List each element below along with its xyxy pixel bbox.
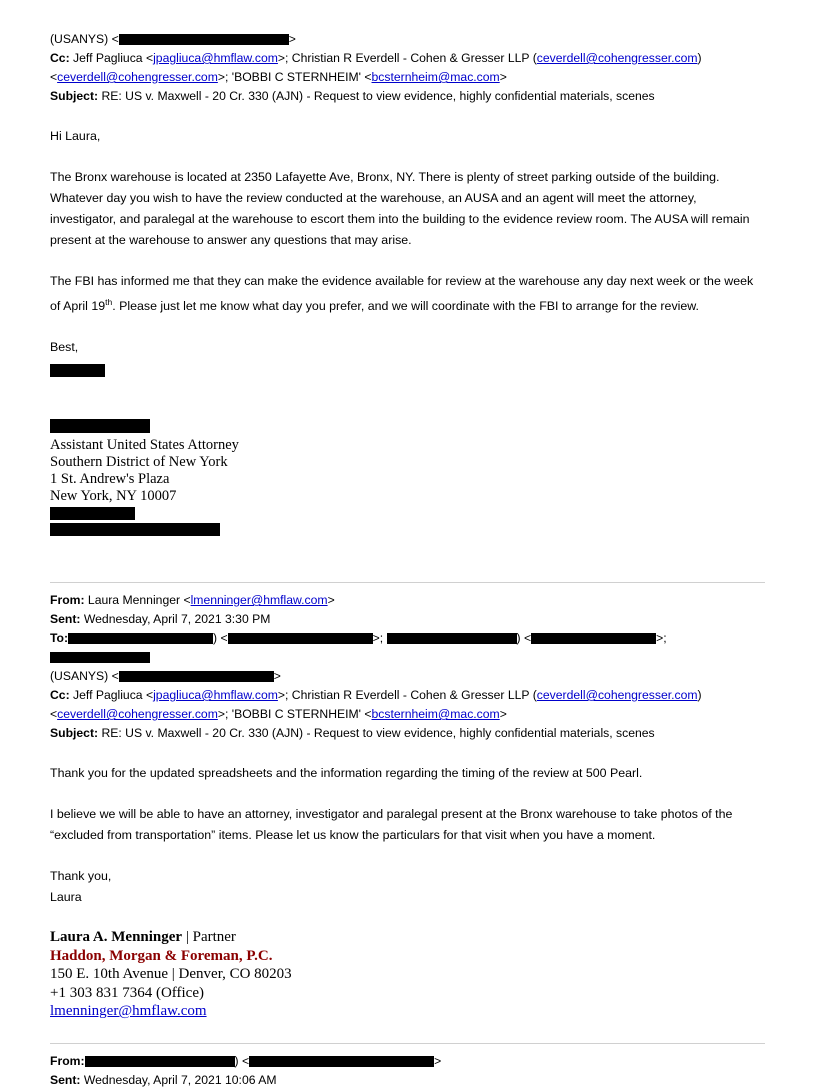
sent-label-3: Sent: [50, 1072, 81, 1087]
paragraph-2-part-b: . Please just let me know what day you prefer, and we will coordinate with the FBI to arrange for the review. [112, 299, 699, 314]
email-top-paragraph-2 [50, 271, 765, 317]
paragraph-2-part-a: The FBI has informed me that they can make the evidence available for review at the warehouse any day next week or the week of April 19 [50, 274, 754, 314]
email-top-greeting: Hi Laura, [50, 129, 101, 143]
email-second-sent-line [50, 610, 765, 629]
from-email-link-lmenninger[interactable]: lmenninger@hmflaw.com [190, 593, 328, 608]
redaction-bar-signature-email [50, 523, 220, 536]
cc-text-5-2: >; 'BOBBI C STERNHEIM' < [217, 707, 372, 722]
from-close: > [327, 593, 335, 608]
subject-label-2: Subject: [50, 726, 99, 741]
cc-text-4: < [50, 70, 58, 84]
cc-email-link-bcsternheim[interactable]: bcsternheim@mac.com [371, 70, 500, 84]
menninger-address: 150 E. 10th Avenue | Denver, CO 80203 [50, 966, 292, 983]
cc-text-6: > [499, 70, 507, 84]
redaction-bar-from-3b [249, 1056, 434, 1067]
menninger-firm: Haddon, Morgan & Foreman, P.C. [50, 947, 273, 964]
cc-text-3: ) [697, 51, 702, 65]
redaction-bar-to-2 [228, 633, 373, 644]
menninger-signature [50, 928, 765, 1021]
subject-value: RE: US v. Maxwell - 20 Cr. 330 (AJN) - Request to view evidence, highly confidential materials, scenes [98, 89, 655, 103]
from-lt-3: < [238, 1053, 250, 1068]
redaction-bar-to-1 [68, 633, 213, 644]
sent-value-3: Wednesday, April 7, 2021 10:06 AM [80, 1072, 277, 1087]
from-tail-text: (USANYS) < [50, 32, 119, 46]
signature-title: Assistant United States Attorney [50, 437, 239, 454]
sent-label: Sent: [50, 612, 81, 627]
redaction-bar-to-4 [531, 633, 656, 644]
email-top-cc-line [50, 49, 765, 87]
cc-text-1-2: Jeff Pagliuca < [69, 688, 154, 703]
to-paren-close-2: ) [516, 631, 521, 646]
cc-label: Cc: [50, 51, 70, 65]
menninger-email-link[interactable]: lmenninger@hmflaw.com [50, 1003, 207, 1020]
signature-address-2: New York, NY 10007 [50, 488, 177, 505]
email-top-closing: Best, [50, 340, 79, 355]
from-label-3: From: [50, 1053, 85, 1068]
cc-email-link-ceverdell-3[interactable]: ceverdell@cohengresser.com [536, 688, 698, 703]
email-second-closing-1: Thank you, [50, 869, 112, 884]
cc-text-2-2: >; Christian R Everdell - Cohen & Gresser LLP ( [277, 688, 537, 703]
subject-label: Subject: [50, 89, 99, 103]
email-thread [50, 30, 765, 1090]
menninger-phone: +1 303 831 7364 (Office) [50, 984, 204, 1001]
subject-value-2: RE: US v. Maxwell - 20 Cr. 330 (AJN) - Request to view evidence, highly confidential materials, scenes [98, 726, 655, 741]
signature-office: Southern District of New York [50, 454, 228, 471]
email-second-closing-2: Laura [50, 890, 82, 905]
cc-email-link-jpagliuca-2[interactable]: jpagliuca@hmflaw.com [153, 688, 278, 703]
cc-email-link-jpagliuca[interactable]: jpagliuca@hmflaw.com [153, 51, 278, 65]
signature-address-1: 1 St. Andrew's Plaza [50, 471, 170, 488]
cc-text-1: Jeff Pagliuca < [69, 51, 154, 65]
redaction-bar-from-3a [85, 1056, 235, 1067]
from-paren-close-3: ) [234, 1053, 239, 1068]
cc-text-5: >; 'BOBBI C STERNHEIM' < [217, 70, 372, 84]
email-second-cc-line [50, 686, 765, 724]
cc-email-link-ceverdell-2[interactable]: ceverdell@cohengresser.com [57, 70, 218, 84]
email-third-sent-line [50, 1071, 765, 1090]
redaction-bar-to-5 [50, 652, 150, 663]
to-tail-close: > [273, 669, 281, 684]
to-lt: < [217, 631, 228, 646]
sent-value: Wednesday, April 7, 2021 3:30 PM [80, 612, 271, 627]
redaction-bar-signature-name-2 [50, 419, 150, 433]
redaction-bar-signature-phone [50, 507, 135, 520]
to-gt-2: >; [656, 631, 667, 646]
email-second-subject-line [50, 724, 765, 743]
to-gt-1: >; [372, 631, 387, 646]
redaction-bar [119, 34, 289, 45]
cc-text-6-2: > [499, 707, 507, 722]
cc-email-link-ceverdell-4[interactable]: ceverdell@cohengresser.com [57, 707, 218, 722]
to-label: To: [50, 631, 69, 646]
email-second-to-line [50, 629, 765, 686]
cc-text-3-2: ) [697, 688, 702, 703]
menninger-name-suffix: | Partner [182, 929, 236, 946]
email-second-from-line [50, 591, 765, 610]
from-label: From: [50, 593, 85, 608]
redaction-bar-to-3 [387, 633, 517, 644]
redaction-bar-to-6 [119, 671, 274, 682]
from-tail-close: > [288, 32, 296, 46]
email-top-subject-line [50, 87, 765, 106]
cc-text-2: >; Christian R Everdell - Cohen & Gresser LLP ( [277, 51, 537, 65]
cc-label-2: Cc: [50, 688, 70, 703]
email-second-paragraph-2: I believe we will be able to have an attorney, investigator and paralegal present at the Bronx warehouse to take photos of the “excluded from transportation” items. Please let us know the particulars for that visit when you have a moment. [50, 807, 733, 843]
email-top-paragraph-1: The Bronx warehouse is located at 2350 Lafayette Ave, Bronx, NY. There is plenty of street parking outside of the building. Whatever day you wish to have the review conducted at the warehouse, an AUSA and an agent will meet the attorney, investigator, and paralegal at the warehouse to escort them into the building to the evidence review room. The AUSA will remain present at the warehouse to answer any questions that may arise. [50, 170, 750, 247]
redaction-bar-signature-name [50, 364, 105, 377]
email-top-from-line [50, 30, 765, 49]
to-tail-text: (USANYS) < [50, 669, 119, 684]
from-gt-3: > [434, 1053, 442, 1068]
paragraph-2-ordinal: th [105, 297, 113, 307]
cc-email-link-ceverdell-1[interactable]: ceverdell@cohengresser.com [536, 51, 698, 65]
cc-email-link-bcsternheim-2[interactable]: bcsternheim@mac.com [371, 707, 500, 722]
to-paren-close: ) [213, 631, 218, 646]
menninger-name: Laura A. Menninger [50, 929, 183, 946]
to-lt-2: < [520, 631, 532, 646]
cc-text-4-2: < [50, 707, 58, 722]
menninger-name-line [50, 928, 765, 947]
email-third-from-line [50, 1052, 765, 1071]
from-text: Laura Menninger < [84, 593, 191, 608]
email-second-paragraph-1: Thank you for the updated spreadsheets and the information regarding the timing of the review at 500 Pearl. [50, 766, 643, 781]
